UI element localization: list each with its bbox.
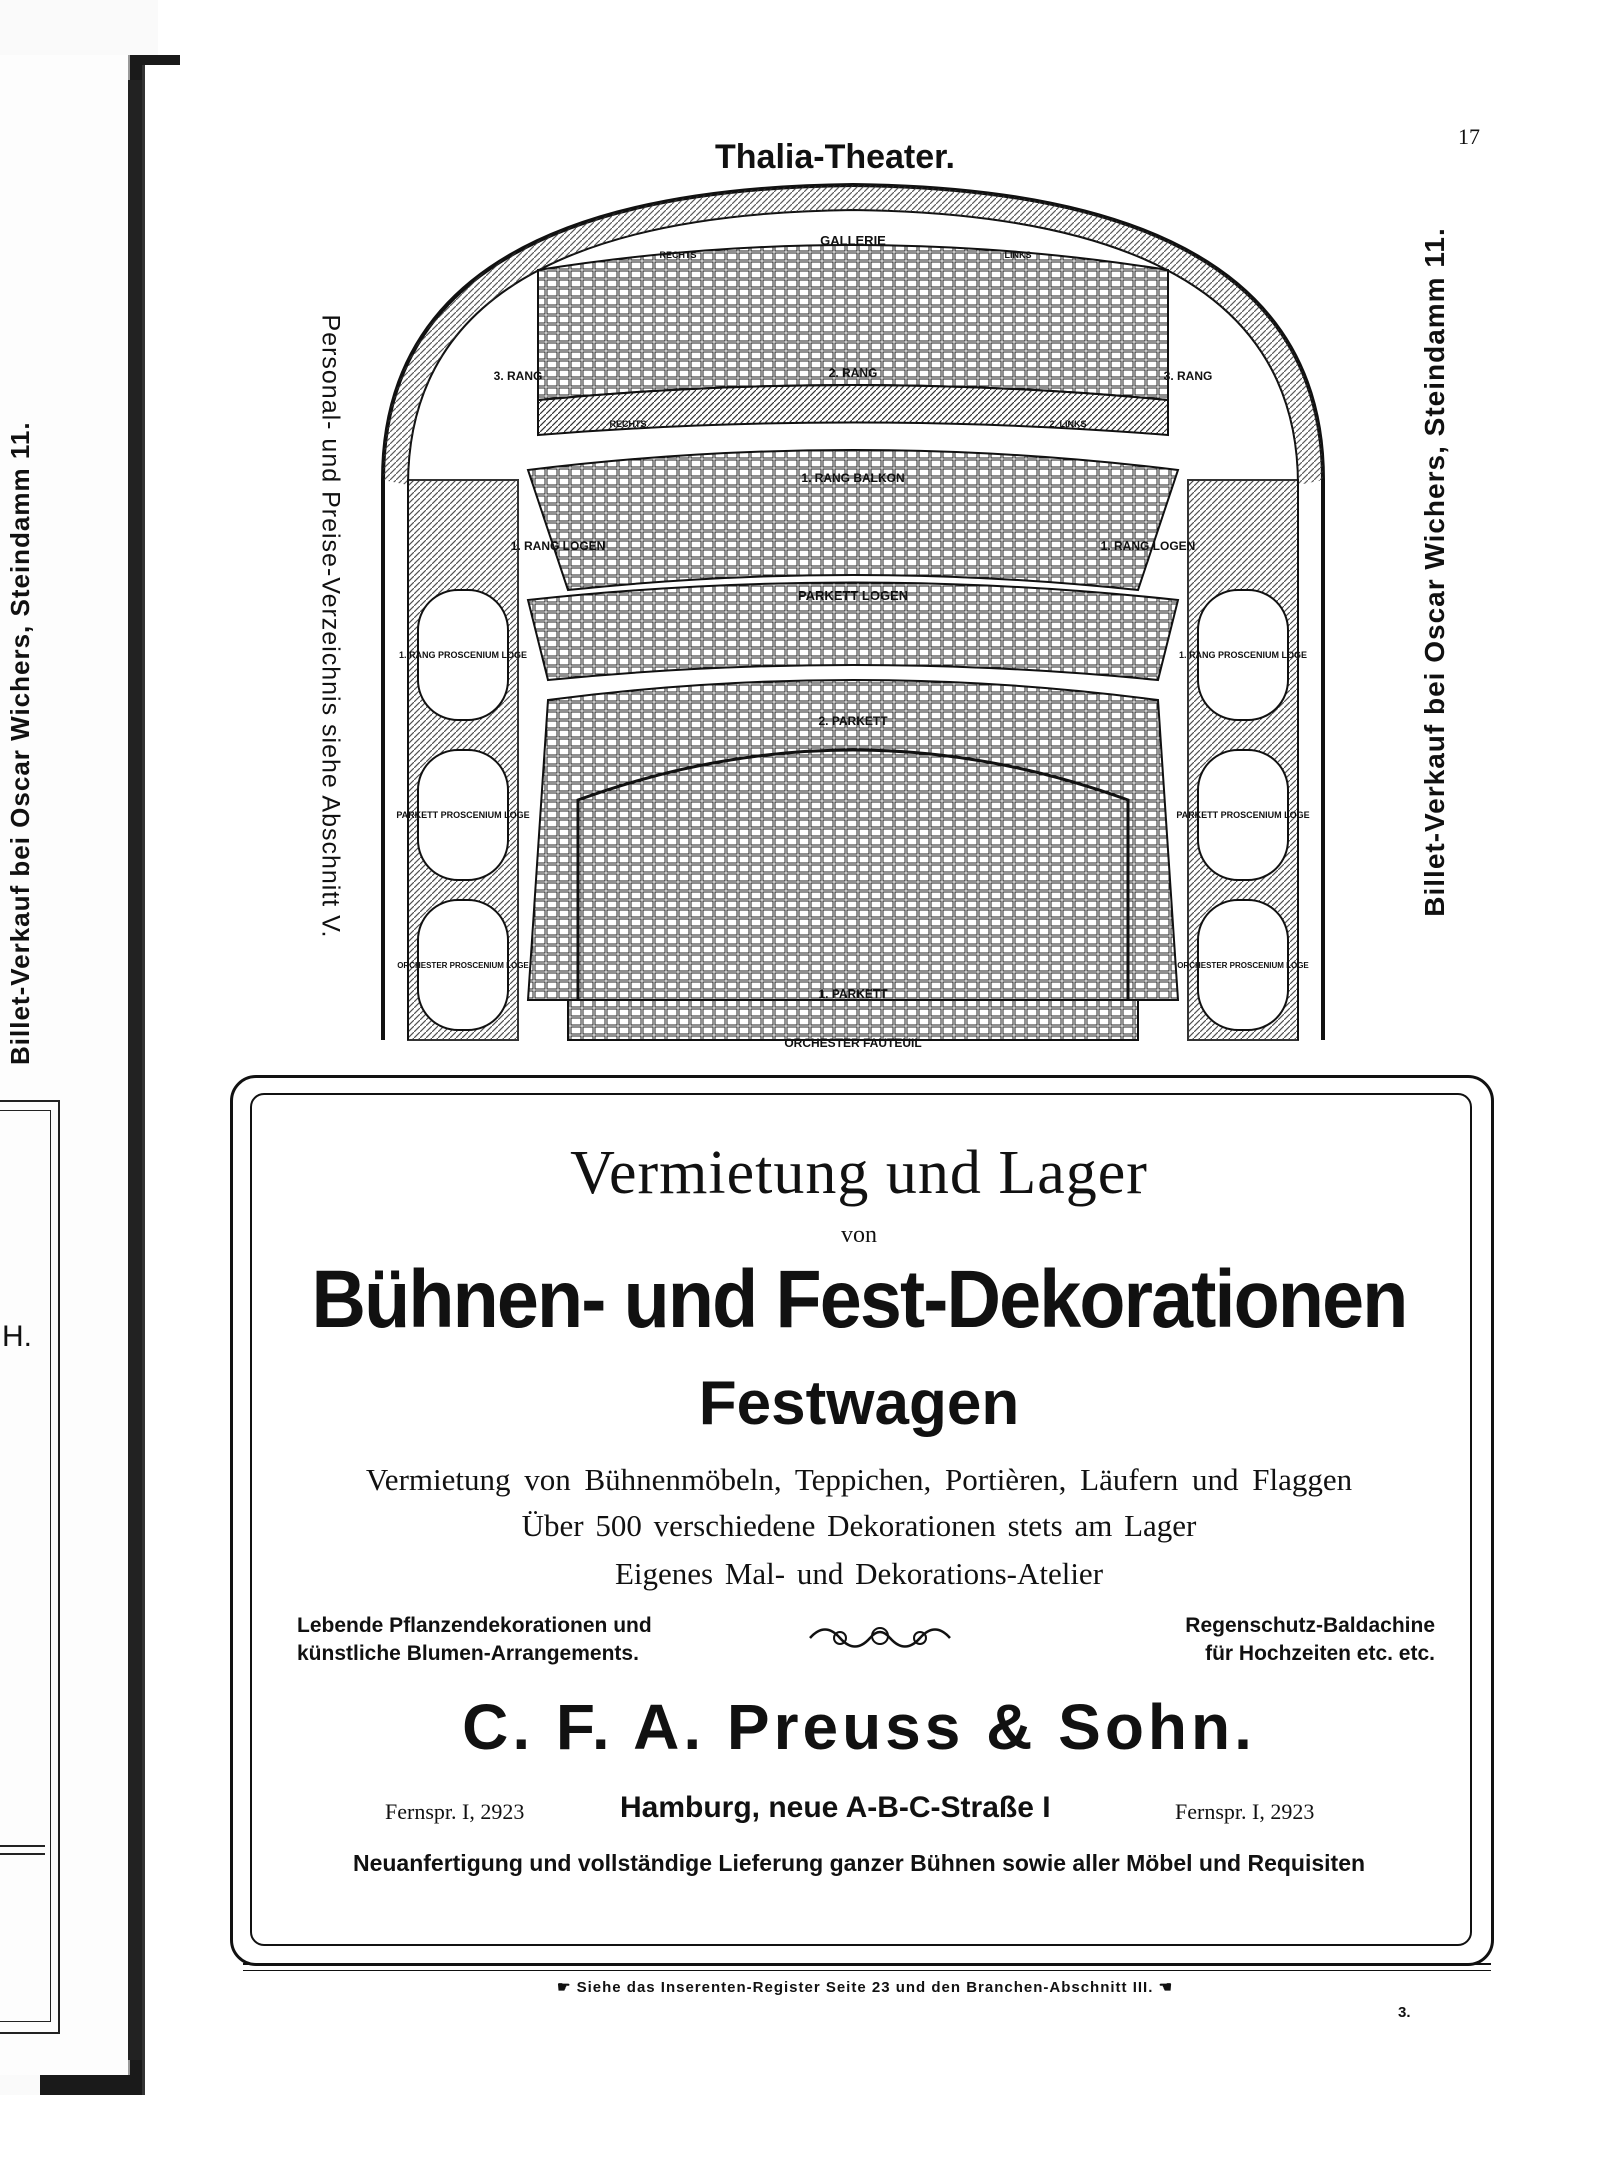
seating-plan [378,180,1328,1050]
advert-festwagen: Festwagen [698,1369,1020,1438]
label-box-right-3: ORCHESTER PROSCENIUM LOGE [1177,961,1309,970]
left-page-vertical-text: Billet-Verkauf bei Oscar Wichers, Steindamm 11. [5,421,35,1065]
page-title: Thalia-Theater. [715,138,955,176]
left-page-frame-inner [0,1110,51,2022]
advert-line-1: Vermietung von Bühnenmöbeln, Teppichen, Portièren, Läufern und Flaggen [365,1462,1353,1497]
advert-main-title: Bühnen- und Fest-Dekorationen [311,1254,1407,1345]
label-box-left-1: 1. RANG PROSCENIUM LOGE [398,650,528,660]
label-box-right-1: 1. RANG PROSCENIUM LOGE [1178,650,1308,660]
label-rang2: 2. RANG [828,366,878,380]
advert-company: C. F. A. Preuss & Sohn. [462,1691,1256,1763]
left-page-fragment: H. [2,1320,32,1353]
label-gallerie: GALLERIE [820,233,886,248]
label-rang1-logen-left: 1. RANG LOGEN [510,539,606,553]
label-parkett2: 2. PARKETT [818,714,888,728]
label-orchester-fauteuil: ORCHESTER FAUTEUIL [784,1036,922,1050]
advert-bottom-line: Neuanfertigung und vollständige Lieferung ganzer Bühnen sowie aller Möbel und Requisiten [352,1850,1366,1876]
label-rang3-right: 3. RANG [1163,369,1213,383]
advert-headline: Vermietung und Lager [570,1139,1148,1207]
label-links: LINKS [1004,250,1032,260]
pointing-hand-icon: ☚ [1158,1979,1174,1996]
ornament-icon [800,1616,960,1660]
page-gutter [128,80,142,2060]
advert-line-2: Über 500 verschiedene Dekorationen stets am Lager [521,1508,1197,1543]
left-page-rule [0,1845,45,1847]
footer-note-text: Siehe das Inserenten-Register Seite 23 und den Branchen-Abschnitt III. [576,1979,1154,1996]
label-box-left-3: ORCHESTER PROSCENIUM LOGE [397,961,529,970]
advert-side-right [1100,1612,1435,1668]
advert-side-right-line: Regenschutz-Baldachine [1185,1614,1435,1637]
vertical-price-note: Personal- und Preise-Verzeichnis siehe Abschnitt V. [316,314,345,939]
left-page-rule [0,1853,45,1855]
advert-phone-left: Fernspr. I, 2923 [385,1799,525,1824]
label-rang2-rechts: RECHTS [609,419,647,429]
footer-rule [243,1963,1491,1965]
advert-phone-right: Fernspr. I, 2923 [1175,1799,1315,1824]
label-rang1-balkon: 1. RANG BALKON [801,471,905,485]
label-parkett-logen: PARKETT LOGEN [797,588,909,603]
advert-side-right-line: für Hochzeiten etc. etc. [1205,1642,1435,1665]
label-box-right-2: PARKETT PROSCENIUM LOGE [1176,810,1310,820]
label-rang3-left: 3. RANG [493,369,543,383]
label-rang2-links: 2. LINKS [1049,419,1087,429]
signature-mark: 3. [1398,2004,1411,2021]
footer-note [240,1978,1490,1996]
advert-side-left-line: künstliche Blumen-Arrangements. [297,1642,639,1665]
page-number: 17 [1458,124,1480,149]
vertical-ticket-note: Billet-Verkauf bei Oscar Wichers, Steindamm 11. [1419,227,1450,917]
label-rechts: RECHTS [659,250,697,260]
label-parkett1: 1. PARKETT [818,987,888,1001]
label-rang1-logen-right: 1. RANG LOGEN [1100,539,1196,553]
label-box-left-2: PARKETT PROSCENIUM LOGE [396,810,530,820]
advert-line-3: Eigenes Mal- und Dekorations-Atelier [614,1556,1104,1591]
scan-bottom-band [0,2095,1600,2177]
advert-von: von [841,1222,877,1248]
orchestra-rows [568,1000,1138,1040]
parkett-seats [528,680,1178,1000]
advert-side-left [297,1612,652,1668]
advert-side-left-line: Lebende Pflanzendekorationen und [297,1614,652,1637]
advert-address: Hamburg, neue A-B-C-Straße I [620,1791,1051,1824]
footer-rule [243,1970,1491,1971]
pointing-hand-icon: ☛ [556,1979,577,1996]
